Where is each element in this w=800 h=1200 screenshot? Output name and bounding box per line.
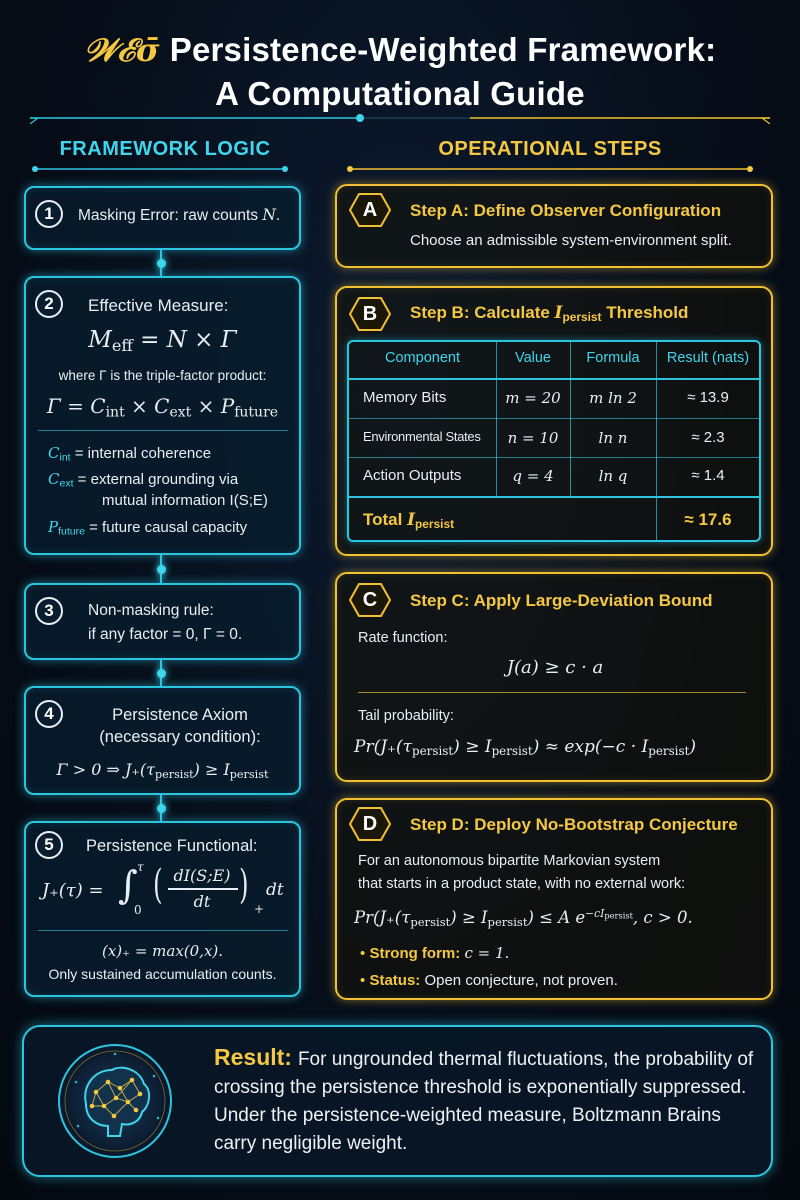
def-c-ext: $C_{ext}$ = external grounding via [48, 470, 239, 490]
gamma-product-equation: $\Gamma = C_{int} \times C_{ext} \times P_{future}$ [46, 394, 279, 421]
title-line-2: A Computational Guide [215, 75, 585, 112]
connector-dot [157, 804, 166, 813]
non-masking-title: Non-masking rule: [88, 602, 214, 619]
def-c-int: $C_{int}$ = internal coherence [48, 444, 212, 464]
table-cell: Memory Bits [363, 389, 447, 406]
table-rule [349, 457, 759, 458]
integral-upper: τ [137, 860, 144, 874]
where-gamma-text: where Γ is the triple-factor product: [58, 368, 267, 383]
effective-measure-title: Effective Measure: [88, 296, 229, 315]
def-p-future: $P_{future}$ = future causal capacity [48, 518, 248, 538]
step-number-1: 1 [35, 200, 63, 228]
step-c-divider [358, 692, 746, 693]
bullet-strong-form: • Strong form: c = 1. [360, 944, 510, 962]
box5-divider [38, 930, 288, 931]
table-rule [349, 418, 759, 419]
persistence-axiom-subtitle: (necessary condition): [99, 728, 261, 746]
framework-logic-heading: FRAMEWORK LOGIC [59, 138, 271, 160]
table-cell: m = 20 [505, 389, 561, 407]
persistence-functional-title: Persistence Functional: [86, 837, 258, 855]
operational-steps-heading: OPERATIONAL STEPS [438, 138, 662, 160]
table-rule [349, 496, 759, 498]
step-number-2: 2 [35, 290, 63, 318]
table-cell: Action Outputs [363, 467, 462, 484]
table-header-component: Component [385, 350, 460, 366]
connector-dot [157, 669, 166, 678]
step-d-badge: D [348, 806, 392, 842]
result-label: Result: [214, 1044, 292, 1070]
step-a-body: Choose an admissible system-environment split. [410, 232, 732, 249]
def-c-ext-cont: mutual information I(S;E) [102, 492, 268, 509]
step-c-badge: C [348, 582, 392, 618]
paren-left: ( [153, 862, 163, 908]
table-total-value: ≈ 17.6 [684, 510, 732, 529]
persistence-axiom-equation: Γ > 0 ⇒ $J_+(\tau_{persist}) \ge I_{persist}$ [56, 760, 269, 781]
step-a-title: Step A: Define Observer Configuration [410, 201, 722, 220]
table-cell: m ln 2 [589, 389, 637, 407]
title-text-1: Persistence-Weighted Framework: [169, 31, 717, 68]
step-d-title: Step D: Deploy No-Bootstrap Conjecture [410, 815, 738, 834]
table-rule [349, 378, 759, 380]
box2-divider [38, 430, 288, 431]
fraction-bar [168, 888, 238, 890]
table-total-label: Total $I_{persist}$ [363, 510, 455, 531]
paren-right: ) [239, 862, 249, 908]
non-masking-rule: if any factor = 0, Γ = 0. [88, 626, 243, 643]
positive-part-definition: (x)₊ = max(0,x). [101, 942, 224, 960]
functional-lhs: J₊(τ) = [42, 880, 104, 901]
plus-subscript: + [254, 902, 265, 916]
rate-function-equation: J(a) ≥ c · a [506, 657, 604, 678]
table-header-formula: Formula [586, 350, 640, 366]
tail-probability-equation: $Pr(J_+(\tau_{persist}) \ge I_{persist}) \approx \exp(-c \cdot I_{persist})$ [354, 737, 696, 758]
integral-sign: ∫ [118, 863, 138, 907]
table-cell: ≈ 2.3 [691, 429, 725, 446]
fraction-denominator: dt [193, 892, 211, 911]
step-a-box [335, 184, 773, 268]
table-cell: ln n [598, 429, 628, 447]
table-cell: q = 4 [512, 467, 554, 485]
rate-function-label: Rate function: [358, 630, 448, 646]
sustained-note: Only sustained accumulation counts. [48, 966, 277, 982]
dt-tail: dt [266, 880, 284, 900]
step-number-5: 5 [35, 831, 63, 859]
effective-measure-equation: $M_{eff} = N \times \Gamma$ [88, 327, 237, 356]
step-number-4: 4 [35, 700, 63, 728]
result-text [214, 1043, 754, 1158]
step-d-body-1: For an autonomous bipartite Markovian system [358, 853, 661, 869]
header-divider [30, 112, 770, 124]
step-number-3: 3 [35, 597, 63, 625]
table-header-value: Value [514, 350, 551, 366]
connector-dot [157, 259, 166, 268]
logic-box-3 [24, 583, 301, 660]
table-cell: Environmental States [363, 429, 481, 444]
step-c-title: Step C: Apply Large-Deviation Bound [410, 591, 713, 610]
left-heading-rule [30, 164, 290, 174]
step-b-title: Step B: Calculate $I_{persist}$ Threshold [410, 303, 689, 324]
tail-probability-label: Tail probability: [358, 708, 454, 724]
integral-lower: 0 [134, 903, 142, 917]
table-cell: ≈ 13.9 [687, 389, 729, 406]
masking-error-text: Masking Error: raw counts N. [78, 206, 281, 224]
result-body: For ungrounded thermal fluctuations, the probability of crossing the persistence threshold is exponentially suppressed. Under the persistence-weighted measure, Boltzmann Brains carry negligible weight. [214, 1049, 754, 1154]
no-bootstrap-equation: $Pr(J_+(\tau_{persist}) \ge I_{persist}) \le A$ $e^{-cIpersist}$, c > 0. [354, 907, 693, 929]
connector-dot [157, 565, 166, 574]
bullet-status: • Status: Open conjecture, not proven. [360, 972, 618, 989]
right-heading-rule [345, 164, 755, 174]
persistence-axiom-title: Persistence Axiom [112, 706, 248, 724]
table-header-result: Result (nats) [666, 350, 750, 366]
table-cell: ≈ 1.4 [691, 467, 725, 484]
header [0, 28, 800, 116]
table-cell: ln q [598, 467, 628, 485]
step-a-badge: A [348, 192, 392, 228]
brain-network-icon [56, 1042, 174, 1160]
title-line-1 [0, 28, 800, 72]
step-b-badge: B [348, 296, 392, 332]
table-cell: n = 10 [507, 429, 559, 447]
fraction-numerator: dI(S;E) [173, 866, 231, 885]
step-d-body-2: that starts in a product state, with no external work: [358, 876, 686, 892]
weo-logo: 𝒲ℰσ̄ [83, 31, 160, 69]
